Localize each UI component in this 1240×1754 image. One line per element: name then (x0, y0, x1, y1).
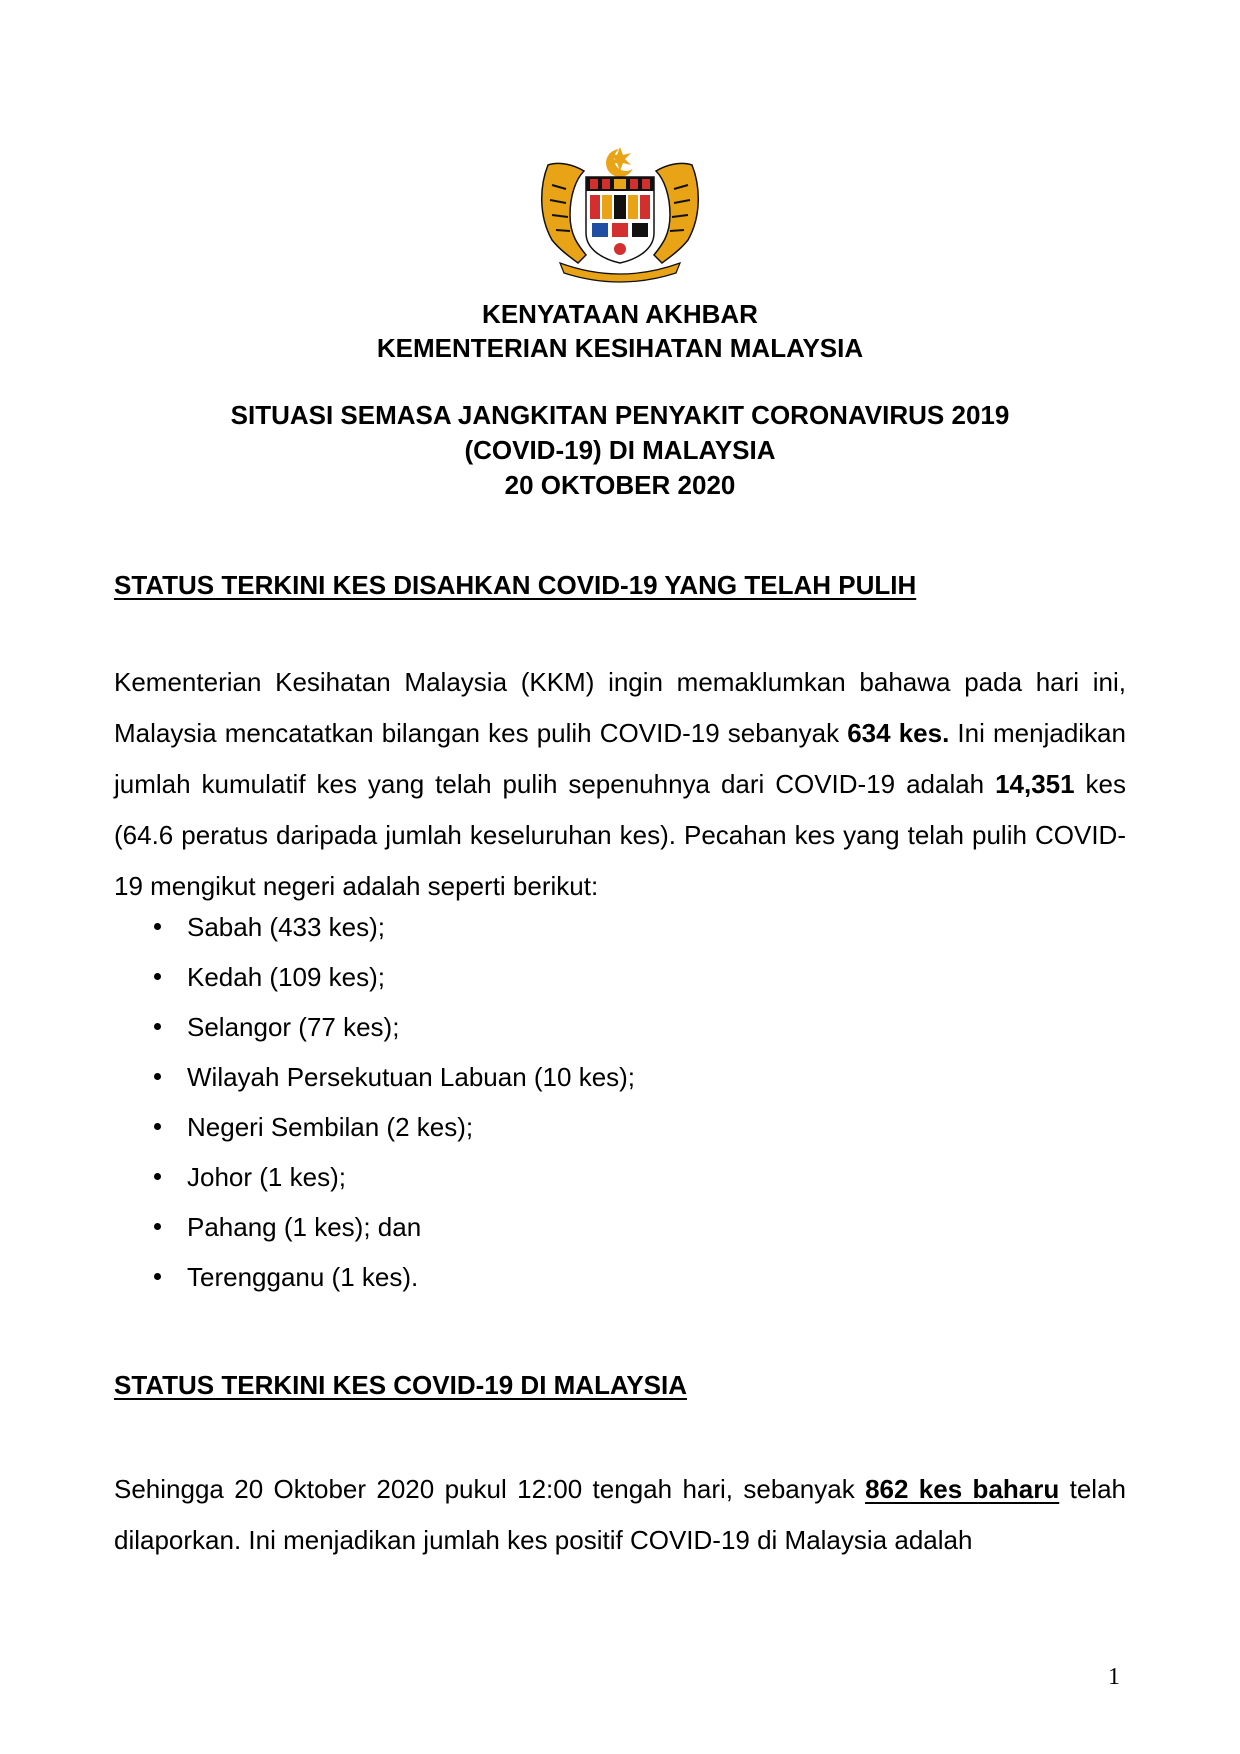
list-item (114, 908, 635, 958)
list-item-text: Selangor (77 kes); (187, 1012, 400, 1042)
list-item-text: Sabah (433 kes); (187, 912, 386, 942)
bullet-icon (154, 1273, 161, 1280)
paragraph-text: Ini menjadikan jumlah kumulatif kes yang telah pulih sepenuhnya dari COVID-19 adalah (114, 718, 1126, 799)
bullet-icon (154, 1073, 161, 1080)
list-item (114, 1058, 635, 1108)
list-item (114, 1158, 635, 1208)
recovered-by-state-list (114, 908, 635, 1308)
header-line-2: KEMENTERIAN KESIHATAN MALAYSIA (376, 333, 864, 363)
list-item-text: Pahang (1 kes); dan (187, 1212, 422, 1242)
list-item (114, 1008, 635, 1058)
recovered-paragraph (114, 657, 1126, 912)
list-item-text: Terengganu (1 kes). (187, 1262, 419, 1292)
paragraph-text: kes (64.6 peratus daripada jumlah keseluruhan kes). Pecahan kes yang telah pulih COVID-19 mengikut negeri adalah seperti berikut: (114, 769, 1126, 901)
list-item-text: Johor (1 kes); (187, 1162, 346, 1192)
list-item-text: Kedah (109 kes); (187, 962, 386, 992)
malaysia-coat-of-arms-icon (530, 145, 710, 285)
paragraph-text: telah dilaporkan. Ini menjadikan jumlah kes positif COVID-19 di Malaysia adalah (114, 1474, 1126, 1555)
list-item-text: Negeri Sembilan (2 kes); (187, 1112, 474, 1142)
list-item (114, 1208, 635, 1258)
paragraph-text: Sehingga 20 Oktober 2020 pukul 12:00 tengah hari, sebanyak (114, 1474, 866, 1504)
section-heading-recovered: STATUS TERKINI KES DISAHKAN COVID-19 YANG TELAH PULIH (114, 570, 917, 600)
list-item (114, 1258, 635, 1308)
new-cases-count: 862 kes baharu (865, 1474, 1060, 1504)
bullet-icon (154, 1223, 161, 1230)
page-number: 1 (1108, 1664, 1120, 1690)
title-line-2: (COVID-19) DI MALAYSIA (464, 435, 776, 465)
list-item (114, 958, 635, 1008)
header-line-1: KENYATAAN AKHBAR (482, 299, 758, 329)
bullet-icon (154, 973, 161, 980)
bullet-icon (154, 923, 161, 930)
recovered-cumulative-count: 14,351 (995, 769, 1075, 799)
title-line-1: SITUASI SEMASA JANGKITAN PENYAKIT CORONAVIRUS 2019 (230, 400, 1010, 430)
section-heading-status: STATUS TERKINI KES COVID-19 DI MALAYSIA (114, 1370, 688, 1400)
status-paragraph (114, 1464, 1126, 1566)
bullet-icon (154, 1173, 161, 1180)
recovered-today-count: 634 kes. (847, 718, 950, 748)
paragraph-text: Kementerian Kesihatan Malaysia (KKM) ingin memaklumkan bahawa pada hari ini, Malaysia mencatatkan bilangan kes pulih COVID-19 sebanyak (114, 667, 1126, 748)
bullet-icon (154, 1123, 161, 1130)
list-item-text: Wilayah Persekutuan Labuan (10 kes); (187, 1062, 636, 1092)
list-item (114, 1108, 635, 1158)
title-date: 20 OKTOBER 2020 (504, 470, 736, 500)
bullet-icon (154, 1023, 161, 1030)
